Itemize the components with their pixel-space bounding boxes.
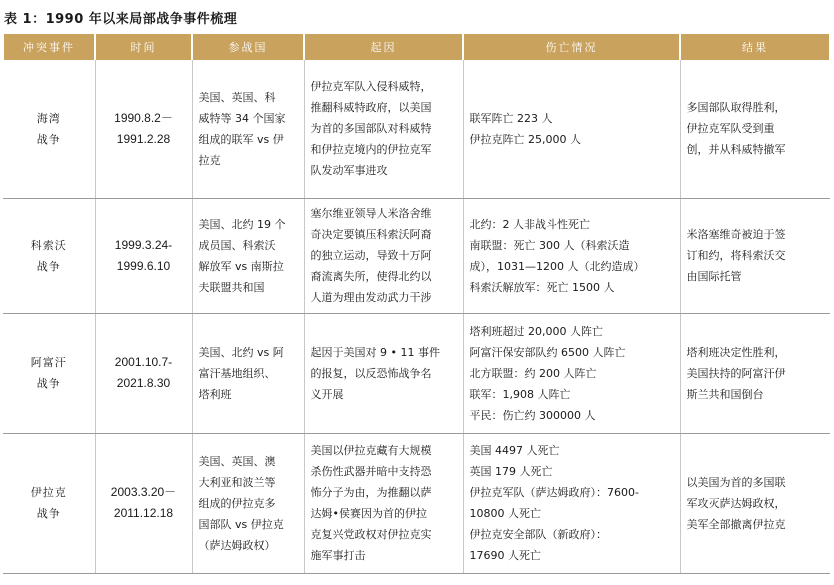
cell-time: 1990.8.2－ 1991.2.28 xyxy=(95,60,192,198)
header-parties: 参战国 xyxy=(192,34,304,60)
header-cause: 起因 xyxy=(304,34,463,60)
cell-event: 科索沃 战争 xyxy=(3,198,95,313)
cell-parties: 美国、英国、澳 大利亚和波兰等 组成的伊拉克多 国部队 vs 伊拉克 （萨达姆政权） xyxy=(192,433,304,573)
header-casualties: 伤亡情况 xyxy=(463,34,680,60)
cell-event: 伊拉克 战争 xyxy=(3,433,95,573)
table-row xyxy=(3,60,830,198)
cell-casualties: 北约：2 人非战斗性死亡 南联盟：死亡 300 人（科索沃造 成），1031—1200 人（北约造成） 科索沃解放军：死亡 1500 人 xyxy=(463,198,680,313)
cell-parties: 美国、英国、科 威特等 34 个国家 组成的联军 vs 伊 拉克 xyxy=(192,60,304,198)
cell-result: 以美国为首的多国联 军攻灭萨达姆政权， 美军全部撤离伊拉克 xyxy=(680,433,830,573)
cell-time: 1999.3.24- 1999.6.10 xyxy=(95,198,192,313)
cell-casualties: 美国 4497 人死亡 英国 179 人死亡 伊拉克军队（萨达姆政府）：7600- 10800 人死亡 伊拉克安全部队（新政府）： 17690 人死亡 xyxy=(463,433,680,573)
cell-time: 2003.3.20－ 2011.12.18 xyxy=(95,433,192,573)
cell-parties: 美国、北约 19 个 成员国、科索沃 解放军 vs 南斯拉 夫联盟共和国 xyxy=(192,198,304,313)
cell-time: 2001.10.7- 2021.8.30 xyxy=(95,313,192,433)
table-title: 表 1：1990 年以来局部战争事件梳理 xyxy=(4,12,238,27)
conflict-table xyxy=(2,34,831,574)
cell-cause: 美国以伊拉克藏有大规模 杀伤性武器并暗中支持恐 怖分子为由，为推翻以萨 达姆•侯赛因为首的伊拉 克复兴党政权对伊拉克实 施军事打击 xyxy=(304,433,463,573)
header-result: 结果 xyxy=(680,34,830,60)
cell-result: 塔利班决定性胜利， 美国扶持的阿富汗伊 斯兰共和国倒台 xyxy=(680,313,830,433)
header-time: 时间 xyxy=(95,34,192,60)
cell-result: 米洛塞维奇被迫于签 订和约，将科索沃交 由国际托管 xyxy=(680,198,830,313)
cell-casualties: 联军阵亡 223 人 伊拉克阵亡 25,000 人 xyxy=(463,60,680,198)
table-row xyxy=(3,433,830,573)
cell-cause: 塞尔维亚领导人米洛舍维 奇决定要镇压科索沃阿裔 的独立运动，导致十万阿 裔流离失所，使得北约以 人道为理由发动武力干涉 xyxy=(304,198,463,313)
cell-cause: 起因于美国对 9 • 11 事件 的报复，以反恐怖战争名 义开展 xyxy=(304,313,463,433)
cell-casualties: 塔利班超过 20,000 人阵亡 阿富汗保安部队约 6500 人阵亡 北方联盟：约 200 人阵亡 联军：1,908 人阵亡 平民：伤亡约 300000 人 xyxy=(463,313,680,433)
table-row xyxy=(3,198,830,313)
cell-parties: 美国、北约 vs 阿 富汗基地组织、 塔利班 xyxy=(192,313,304,433)
cell-event: 阿富汗 战争 xyxy=(3,313,95,433)
cell-result: 多国部队取得胜利， 伊拉克军队受到重 创，并从科威特撤军 xyxy=(680,60,830,198)
cell-event: 海湾 战争 xyxy=(3,60,95,198)
header-row xyxy=(3,34,830,60)
header-event: 冲突事件 xyxy=(3,34,95,60)
table-row xyxy=(3,313,830,433)
cell-cause: 伊拉克军队入侵科威特， 推翻科威特政府，以美国 为首的多国部队对科威特 和伊拉克境内的伊拉克军 队发动军事进攻 xyxy=(304,60,463,198)
